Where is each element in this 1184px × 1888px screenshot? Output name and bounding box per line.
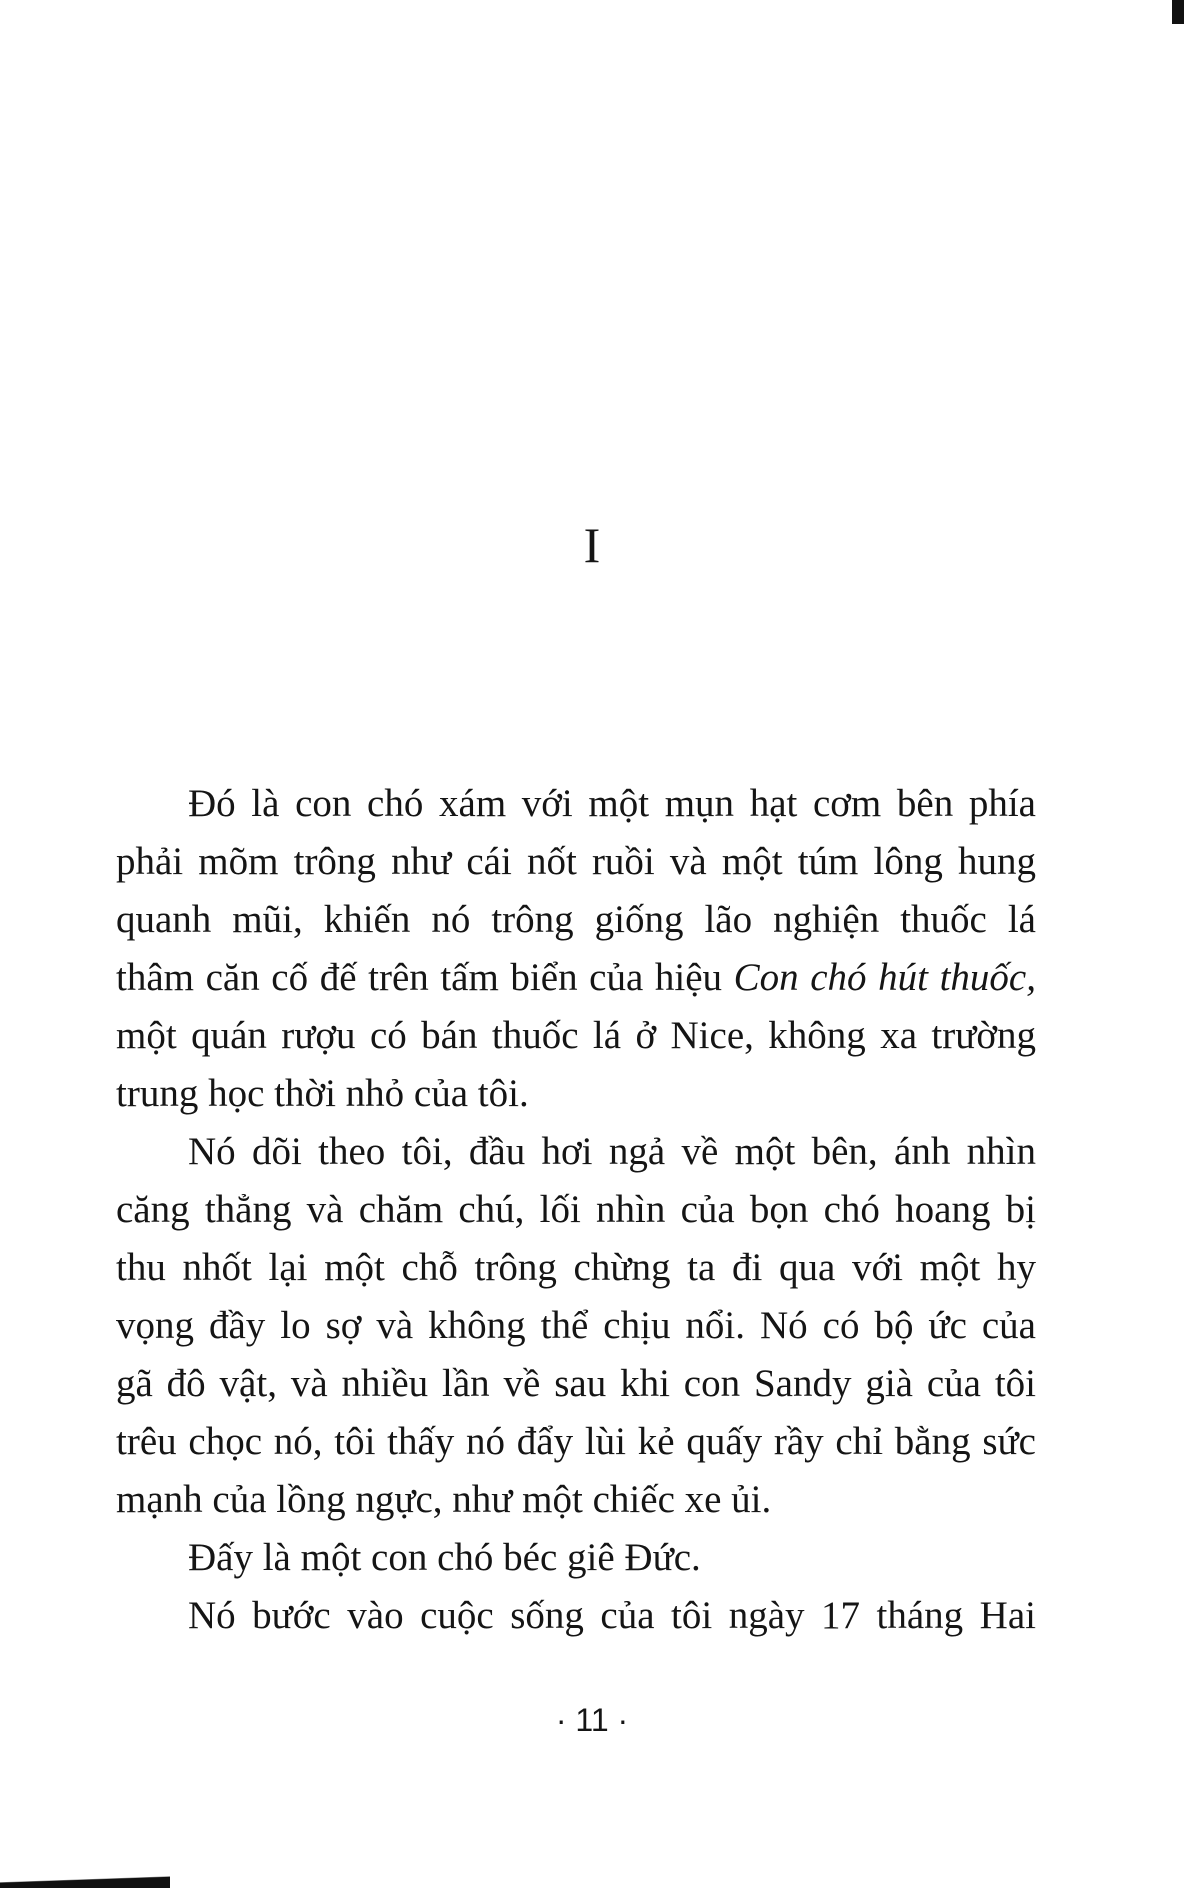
text-line: [116, 949, 1036, 1007]
text-line: quanh mũi, khiến nó trông giống lão nghiện thuốc lá: [116, 898, 1036, 941]
text-line: mạnh của lồng ngực, như một chiếc xe ủi.: [116, 1478, 772, 1521]
scan-edge-shadow: [0, 1874, 170, 1888]
text-line: trêu chọc nó, tôi thấy nó đẩy lùi kẻ quấy rầy chỉ bằng sức: [116, 1420, 1036, 1463]
text-line: một quán rượu có bán thuốc lá ở Nice, không xa trường: [116, 1014, 1036, 1057]
page-number: · 11 ·: [555, 1702, 629, 1738]
shop-name-italic: Con chó hút thuốc,: [733, 956, 1036, 999]
text-line: Nó bước vào cuộc sống của tôi ngày 17 tháng Hai: [188, 1594, 1036, 1637]
text-line: Đó là con chó xám với một mụn hạt cơm bên phía: [188, 782, 1036, 825]
text-line: căng thẳng và chăm chú, lối nhìn của bọn chó hoang bị: [116, 1188, 1036, 1231]
text-line: gã đô vật, và nhiều lần về sau khi con Sandy già của tôi: [116, 1362, 1036, 1405]
text-line: Nó dõi theo tôi, đầu hơi ngả về một bên, ánh nhìn: [188, 1130, 1036, 1173]
text-line: vọng đầy lo sợ và không thể chịu nổi. Nó có bộ ức của: [116, 1304, 1036, 1347]
body-text: [116, 775, 1036, 1645]
text-line-part: thâm căn cố đế trên tấm biển của hiệu: [116, 956, 734, 999]
text-line: Đấy là một con chó béc giê Đức.: [188, 1536, 701, 1579]
text-line: phải mõm trông như cái nốt ruồi và một túm lông hung: [116, 840, 1036, 883]
text-line: thu nhốt lại một chỗ trông chừng ta đi qua với một hy: [116, 1246, 1036, 1289]
text-line: trung học thời nhỏ của tôi.: [116, 1072, 529, 1115]
chapter-heading: I: [583, 517, 601, 573]
scan-edge-mark: [1172, 0, 1184, 24]
